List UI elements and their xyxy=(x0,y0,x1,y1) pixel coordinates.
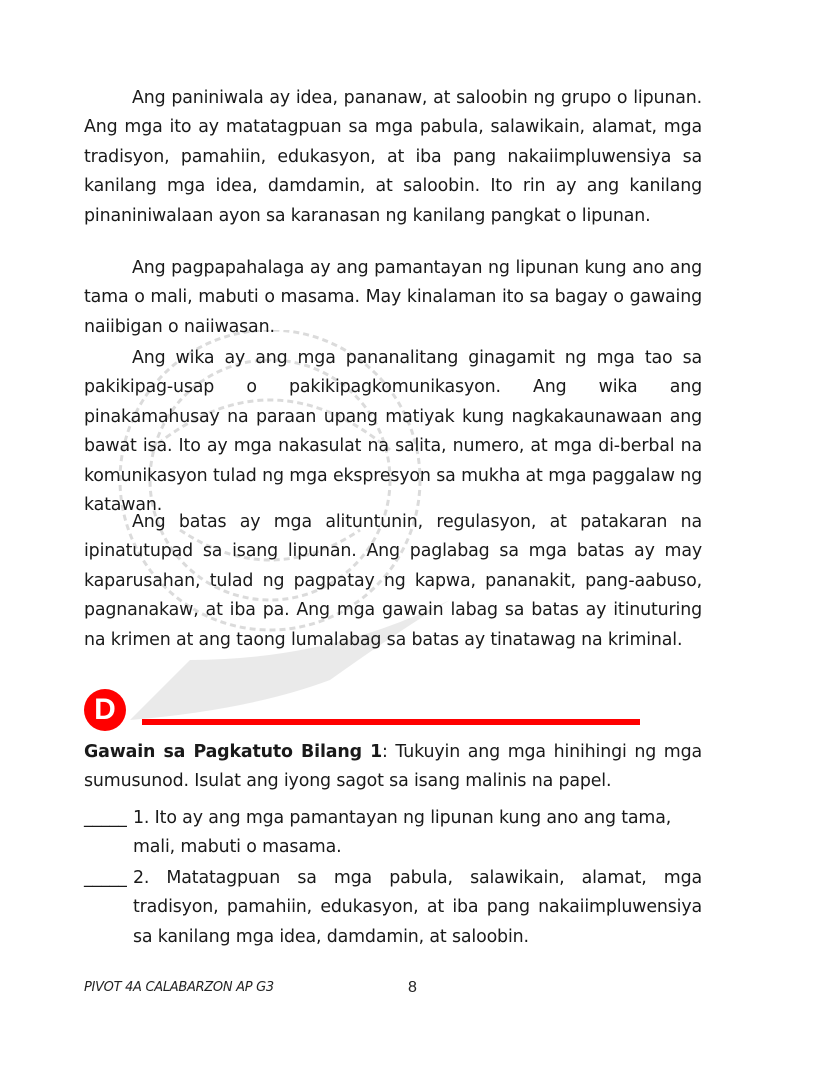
activity-instruction: : Tukuyin ang mga hinihingi ng mga sumusunod. Isulat ang iyong sagot sa isang malinis na papel. xyxy=(84,742,702,792)
activity-instructions xyxy=(84,738,702,797)
question-text: 1. Ito ay ang mga pamantayan ng lipunan kung ano ang tama, mali, mabuti o masama. xyxy=(133,808,672,858)
footer-source: PIVOT 4A CALABARZON AP G3 xyxy=(84,980,274,995)
section-divider xyxy=(142,719,640,725)
paragraph-paniniwala xyxy=(84,84,702,231)
question-item xyxy=(84,804,702,863)
answer-blank[interactable]: _____ xyxy=(84,808,127,828)
question-item xyxy=(84,864,702,952)
question-text: 2. Matatagpuan sa mga pabula, salawikain, alamat, mga tradisyon, pamahiin, edukasyon, at iba pang nakaiimpluwensiya sa kanilang mga idea, damdamin, at saloobin. xyxy=(133,868,702,947)
section-d-header xyxy=(84,689,664,729)
page-number: 8 xyxy=(408,979,417,996)
paragraph-text: Ang wika ay ang mga pananalitang ginagamit ng mga tao sa pakikipag-usap o pakikipagkomunikasyon. Ang wika ang pinakamahusay na paraan upang matiyak kung nagkakaunawaan ang bawat isa. Ito ay mga nakasulat na salita, numero, at mga di-berbal na komunikasyon tulad ng mga ekspresyon sa mukha at mga paggalaw ng katawan. xyxy=(84,348,702,516)
paragraph-text: Ang pagpapahalaga ay ang pamantayan ng lipunan kung ano ang tama o mali, mabuti o masama. May kinalaman ito sa bagay o gawaing naiibigan o naiiwasan. xyxy=(84,258,702,337)
answer-blank[interactable]: _____ xyxy=(84,868,127,888)
paragraph-wika xyxy=(84,344,702,520)
paragraph-text: Ang paniniwala ay idea, pananaw, at saloobin ng grupo o lipunan. Ang mga ito ay matatagpuan sa mga pabula, salawikain, alamat, mga tradisyon, pamahiin, edukasyon, at iba pang nakaiimpluwensiya sa kanilang mga idea, damdamin, at saloobin. Ito rin ay ang kanilang pinaniniwalaan ayon sa karanasan ng kanilang pangkat o lipunan. xyxy=(84,88,702,226)
paragraph-batas xyxy=(84,508,702,655)
paragraph-text: Ang batas ay mga alituntunin, regulasyon, at patakaran na ipinatutupad sa isang lipunan. Ang paglabag sa mga batas ay may kaparusahan, tulad ng pagpatay ng kapwa, pananakit, pang-aabuso, pagnanakaw, at iba pa. Ang mga gawain labag sa batas ay itinuturing na krimen at ang taong lumalabag sa batas ay tinatawag na kriminal. xyxy=(84,512,702,650)
activity-title: Gawain sa Pagkatuto Bilang 1 xyxy=(84,742,383,762)
section-letter-badge: D xyxy=(84,689,126,731)
paragraph-pagpapahalaga xyxy=(84,254,702,342)
